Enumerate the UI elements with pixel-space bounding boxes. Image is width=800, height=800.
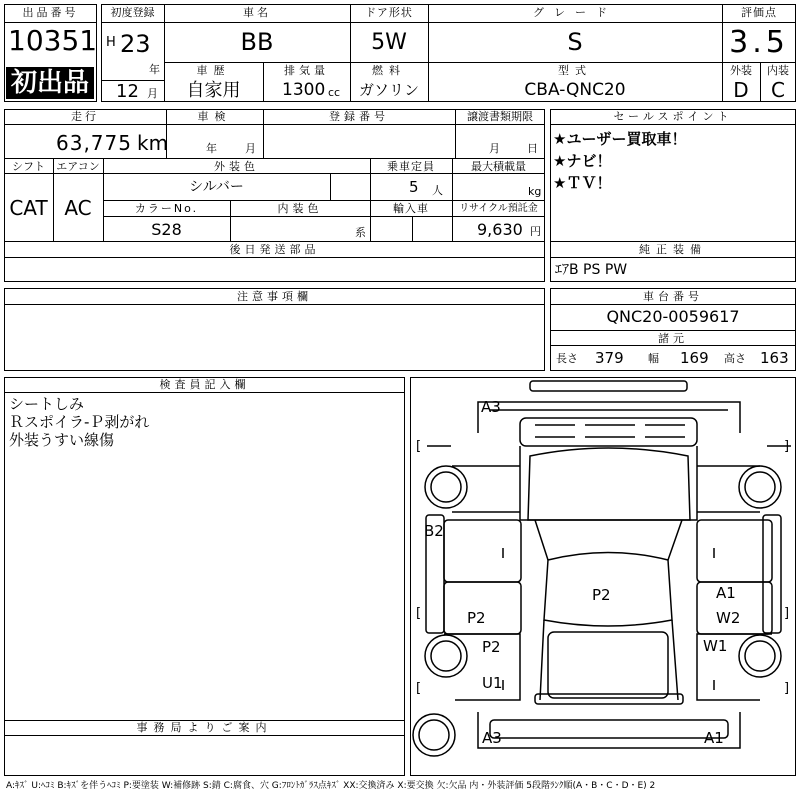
shift-label: シフト (12, 160, 45, 173)
year-unit: 年 (149, 63, 160, 76)
width: 169 (680, 349, 709, 367)
colorno: S28 (151, 220, 182, 239)
month-unit: 月 (147, 87, 158, 100)
svg-text:]: ] (784, 439, 790, 454)
svg-text:[: [ (416, 681, 422, 696)
door-label: ドア形状 (365, 6, 413, 19)
chassis-number: QNC20-0059617 (606, 307, 740, 326)
import-label: 輸入車 (393, 202, 429, 215)
damage-w1: W1 (703, 637, 728, 655)
era: H (106, 35, 116, 50)
recycle: 9,630 (477, 220, 523, 239)
sales-point-1: ★ユーザー買取車！ (553, 130, 687, 148)
model: CBA-QNC20 (524, 80, 626, 100)
recycle-label: リサイクル預託金 (459, 203, 538, 214)
mileage-label: 走行 (71, 110, 99, 123)
damage-a1-bottom: A1 (704, 729, 724, 747)
mileage: 63,775 (56, 131, 132, 155)
ac: AC (64, 196, 92, 220)
first-listing-badge: 初出品 (6, 67, 94, 99)
car-name: BB (240, 28, 274, 56)
office-label: 事務局よりご案内 (136, 721, 273, 734)
score-label: 評価点 (741, 6, 777, 19)
int-score: C (771, 78, 785, 102)
score: 3.5 (729, 25, 789, 60)
damage-u1: U1 (482, 674, 503, 692)
sales-label: セールスポイント (613, 110, 733, 123)
damage-p2-left-rear: P2 (482, 638, 501, 656)
insp-year-unit: 年 (206, 142, 217, 155)
damage-b2: B2 (424, 522, 444, 540)
inspector-note-1: シートしみ (9, 395, 85, 413)
equip-label: 純正装備 (639, 243, 707, 256)
svg-text:[: [ (416, 606, 422, 621)
model-label: 型式 (558, 64, 592, 77)
color: シルバー (189, 179, 244, 195)
disp-label: 排気量 (284, 64, 329, 77)
dims-label: 諸元 (658, 332, 688, 345)
svg-text:]: ] (784, 681, 790, 696)
damage-p2-left: P2 (467, 609, 486, 627)
intcolor-unit: 系 (355, 226, 366, 239)
width-label: 幅 (648, 352, 659, 365)
load-unit: kg (528, 185, 542, 198)
fuel-label: 燃料 (372, 64, 406, 77)
svg-text:]: ] (784, 606, 790, 621)
inspector-note-2: Ｒスポイラ-Ｐ剥がれ (9, 413, 150, 431)
shift: CAT (9, 196, 48, 220)
load-label: 最大積載量 (471, 160, 526, 173)
height: 163 (760, 349, 789, 367)
notes-label: 注意事項欄 (237, 290, 312, 303)
regno-label: 登録番号 (329, 110, 389, 123)
color-label: 外装色 (214, 160, 259, 173)
inspection-label: 車検 (197, 110, 232, 123)
damage-p2-center: P2 (592, 586, 611, 604)
history: 自家用 (186, 80, 241, 101)
int-label: 内装 (767, 64, 789, 77)
chassis-label: 車台番号 (643, 290, 703, 303)
damage-w2: W2 (716, 609, 741, 627)
transfer-month: 月 (489, 142, 500, 155)
legend: A:ｷｽﾞ U:ﾍｺﾐ B:ｷｽﾞを伴うﾍｺﾐ P:要塗装 W:補修跡 S:錆 C:腐食、穴 G:ﾌﾛﾝﾄｶﾞﾗｽ点ｷｽﾞ XX:交換済み X:要交換 欠:欠品 内・外装評価 5段階ﾗﾝｸ順(A・B・C・D・E) 2 (6, 781, 656, 791)
later-parts-label: 後日発送部品 (229, 243, 320, 256)
reg-year: 23 (120, 30, 151, 58)
capacity: 5 (409, 178, 419, 196)
mileage-unit: km (137, 131, 169, 155)
equipment: ｴｱB PS PW (555, 262, 628, 278)
lot-number: 10351 (8, 24, 98, 57)
reg-month: 12 (116, 81, 139, 102)
car-name-label: 車名 (243, 6, 271, 19)
history-label: 車歴 (196, 64, 231, 77)
fuel: ガソリン (358, 81, 419, 99)
damage-a3-bottom: A3 (482, 729, 502, 747)
length: 379 (595, 349, 624, 367)
reg-label: 初度登録 (110, 6, 155, 19)
grade: S (567, 28, 583, 56)
disp-unit: cc (328, 86, 341, 99)
inspector-note-3: 外装うすい線傷 (9, 431, 115, 449)
sales-point-2: ★ナビ！ (553, 152, 612, 170)
grade-label: グレード (533, 6, 617, 19)
transfer-label: 譲渡書類期限 (467, 110, 533, 123)
sales-point-3: ★ＴＶ！ (553, 174, 612, 192)
intcolor-label: 内装色 (277, 202, 323, 215)
insp-month-unit: 月 (245, 142, 256, 155)
capacity-unit: 人 (432, 184, 443, 197)
ext-score: D (733, 78, 749, 102)
capacity-label: 乗車定員 (387, 160, 435, 173)
ac-label: エアコン (56, 160, 100, 173)
damage-a1-right: A1 (716, 584, 736, 602)
door-type: 5W (371, 30, 407, 55)
transfer-day: 日 (527, 142, 538, 155)
displacement: 1300 (282, 80, 326, 100)
inspector-label: 検査員記入欄 (159, 378, 250, 391)
recycle-unit: 円 (530, 225, 541, 238)
length-label: 長さ (556, 352, 578, 365)
damage-a3-top: A3 (481, 398, 501, 416)
ext-label: 外装 (730, 64, 752, 77)
height-label: 高さ (724, 352, 746, 365)
svg-text:[: [ (416, 439, 422, 454)
lot-no-label: 出品番号 (22, 6, 79, 19)
colorno-label: カラーNo. (134, 202, 199, 215)
